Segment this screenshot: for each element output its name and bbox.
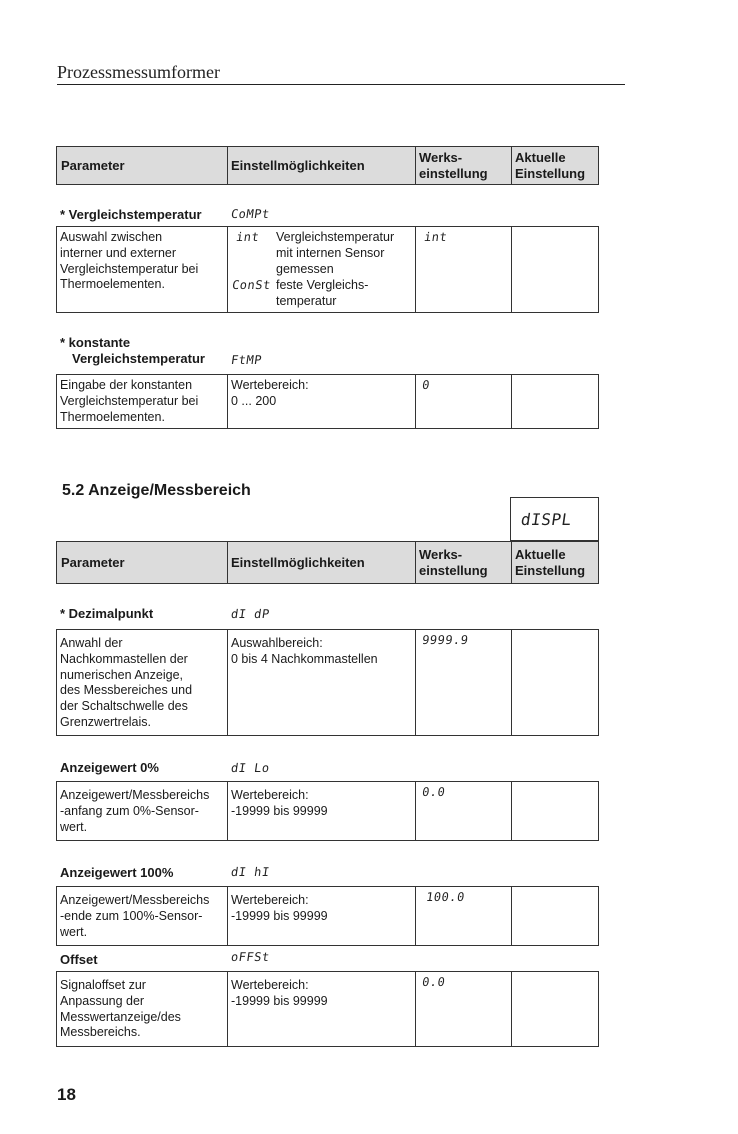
- header-rule: [57, 84, 625, 85]
- factory-offset: 0.0: [421, 975, 447, 989]
- desc-offset: Signaloffset zur Anpassung der Messwertanzeige/des Messbereichs.: [60, 978, 181, 1040]
- table-anzeigewert-100: [56, 886, 599, 946]
- desc-anzeigewert-100: Anzeigewert/Messbereichs -ende zum 100%-Sensor- wert.: [60, 893, 210, 939]
- option-const-desc: feste Vergleichs- temperatur: [276, 278, 369, 308]
- col-current-2: Aktuelle Einstellung: [515, 546, 586, 578]
- col-options: Einstellmöglichkeiten: [231, 157, 365, 173]
- factory-vergleichstemperatur: int: [423, 230, 449, 244]
- options-offset: Wertebereich: -19999 bis 99999: [231, 978, 328, 1008]
- col-parameter: Parameter: [61, 157, 125, 173]
- table-dezimalpunkt: [56, 629, 599, 736]
- param-dezimalpunkt: * Dezimalpunkt: [60, 606, 154, 621]
- factory-anzeigewert-0: 0.0: [421, 785, 447, 799]
- option-int-desc: Vergleichstemperatur mit internen Sensor gemessen: [276, 230, 395, 276]
- factory-dezimalpunkt: 9999.9: [421, 633, 470, 647]
- param-anzeigewert-0: Anzeigewert 0%: [60, 760, 159, 775]
- desc-konstante: Eingabe der konstanten Vergleichstemperatur bei Thermoelementen.: [60, 378, 199, 424]
- param-offset: Offset: [60, 952, 98, 967]
- code-anzeigewert-100: dI hI: [230, 865, 271, 879]
- option-int-code: int: [235, 230, 261, 244]
- table-anzeigewert-0: [56, 781, 599, 841]
- factory-konstante: 0: [421, 378, 431, 392]
- code-offset: oFFSt: [230, 950, 271, 964]
- code-dezimalpunkt: dI dP: [230, 607, 271, 621]
- desc-vergleichstemperatur: Auswahl zwischen interner und externer Vergleichstemperatur bei Thermoelementen.: [60, 230, 199, 292]
- table-vergleichstemperatur: [56, 226, 599, 313]
- table-offset: [56, 971, 599, 1047]
- running-header: Prozessmessumformer: [57, 62, 220, 82]
- options-dezimalpunkt: Auswahlbereich: 0 bis 4 Nachkommastellen: [231, 636, 378, 666]
- param-konstante-l2: Vergleichstemperatur: [72, 351, 205, 366]
- param-konstante-l1: * konstante: [60, 335, 131, 350]
- section-code-box: [510, 497, 599, 541]
- col-parameter-2: Parameter: [61, 554, 125, 570]
- code-anzeigewert-0: dI Lo: [230, 761, 271, 775]
- column-header-table-1: [56, 146, 599, 185]
- options-anzeigewert-0: Wertebereich: -19999 bis 99999: [231, 788, 328, 818]
- code-vergleichstemperatur: CoMPt: [230, 207, 271, 221]
- param-vergleichstemperatur: * Vergleichstemperatur: [60, 207, 202, 222]
- options-anzeigewert-100: Wertebereich: -19999 bis 99999: [231, 893, 328, 923]
- options-konstante: Wertebereich: 0 ... 200: [231, 378, 309, 408]
- factory-anzeigewert-100: 100.0: [425, 890, 466, 904]
- option-const-code: ConSt: [231, 278, 272, 292]
- desc-anzeigewert-0: Anzeigewert/Messbereichs -anfang zum 0%-Sensor- wert.: [60, 788, 210, 834]
- col-current: Aktuelle Einstellung: [515, 149, 586, 181]
- desc-dezimalpunkt: Anwahl der Nachkommastellen der numerischen Anzeige, des Messbereiches und der Schaltschwelle des Grenzwertrelais.: [60, 636, 193, 729]
- code-konstante: FtMP: [230, 353, 263, 367]
- column-header-table-2: [56, 541, 599, 584]
- col-options-2: Einstellmöglichkeiten: [231, 554, 365, 570]
- page-number: 18: [57, 1085, 76, 1104]
- col-factory: Werks- einstellung: [419, 149, 488, 181]
- col-factory-2: Werks- einstellung: [419, 546, 488, 578]
- param-anzeigewert-100: Anzeigewert 100%: [60, 865, 174, 880]
- section-title: 5.2 Anzeige/Messbereich: [62, 482, 251, 499]
- section-code: dISPL: [519, 509, 574, 529]
- table-konstante: [56, 374, 599, 429]
